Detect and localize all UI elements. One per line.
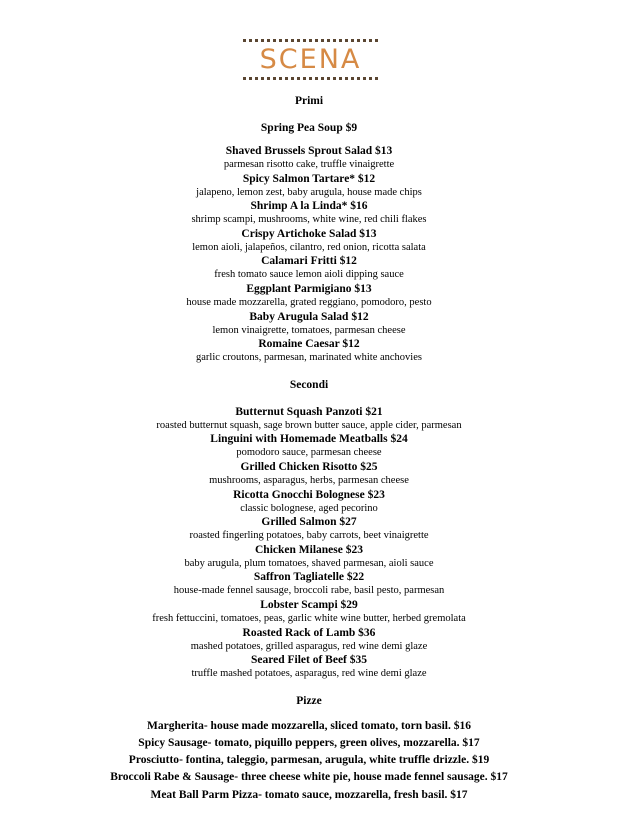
pizza-name: Meat Ball Parm Pizza [150,788,259,801]
menu-item-name: Shaved Brussels Sprout Salad $13 [225,145,393,157]
pizza-item [0,769,618,786]
menu-content [0,94,618,804]
menu-item-description: parmesan risotto cake, truffle vinaigrette [223,159,395,170]
pizza-name: Spicy Sausage [138,736,208,749]
pizza-name: Broccoli Rabe & Sausage [110,771,235,784]
pizze-items [0,718,618,804]
menu-item-description: fresh fettuccini, tomatoes, peas, garlic white wine butter, herbed gremolata [152,612,466,624]
section-title-primi: Primi [294,95,324,107]
section-title-secondi: Secondi [289,378,329,391]
menu-item-description: roasted butternut squash, sage brown butter sauce, apple cider, parmesan [156,419,462,431]
pizza-description: - tomato, piquillo peppers, green olives, mozzarella. $17 [207,736,480,749]
menu-item-name: Baby Arugula Salad $12 [249,310,369,323]
menu-item-description: jalapeno, lemon zest, baby arugula, house made chips [196,186,422,198]
pizza-item [0,735,618,752]
menu-item-name: Linguini with Homemade Meatballs $24 [210,433,408,446]
menu-item-name: Butternut Squash Panzoti $21 [235,405,383,418]
menu-item-description: roasted fingerling potatoes, baby carrots, beet vinaigrette [189,530,429,542]
menu-item-name: Seared Filet of Beef $35 [250,654,368,667]
menu-item-name: Lobster Scampi $29 [260,598,358,611]
restaurant-logo [243,37,378,81]
menu-item-description: lemon aioli, jalapeños, cilantro, red onion, ricotta salata [192,241,426,253]
menu-item-name: Shrimp A la Linda* $16 [250,200,368,213]
menu-item-name: Chicken Milanese $23 [255,543,363,556]
logo-text: SCENA [259,44,362,75]
pizza-description: - fontina, taleggio, parmesan, arugula, white truffle drizzle. $19 [179,754,490,767]
logo-dotted-rule-bottom [243,77,378,80]
menu-item-description: baby arugula, plum tomatoes, shaved parmesan, aioli sauce [184,557,434,569]
menu-item-name: Grilled Salmon $27 [261,516,357,529]
menu-item-description: mashed potatoes, grilled asparagus, red wine demi glaze [190,640,428,652]
pizza-name: Margherita [147,719,204,732]
section-title-pizze: Pizze [296,694,322,707]
menu-item-name: Spring Pea Soup $9 [260,122,358,134]
primi-items [0,121,618,365]
menu-item-description: fresh tomato sauce lemon aioli dipping sauce [214,269,404,281]
menu-item-name: Eggplant Parmigiano $13 [246,282,372,295]
menu-item-name: Grilled Chicken Risotto $25 [240,460,378,473]
pizza-item [0,787,618,804]
pizza-item [0,752,618,769]
menu-item-name: Spicy Salmon Tartare* $12 [242,172,376,185]
menu-item-name: Saffron Tagliatelle $22 [253,571,365,584]
menu-item-description: mushrooms, asparagus, herbs, parmesan cheese [209,474,409,486]
menu-item-description: classic bolognese, aged pecorino [240,502,378,514]
pizza-name: Prosciutto [128,754,180,767]
menu-item-name: Ricotta Gnocchi Bolognese $23 [233,488,385,501]
menu-item-name: Calamari Fritti $12 [261,255,357,268]
secondi-items [0,405,618,681]
menu-item-description: pomodoro sauce, parmesan cheese [236,447,382,459]
menu-item-description: house made mozzarella, grated reggiano, pomodoro, pesto [186,296,432,308]
pizza-description: - house made mozzarella, sliced tomato, torn basil. $16 [203,719,471,732]
menu-item-description: garlic croutons, parmesan, marinated white anchovies [196,352,422,364]
menu-item-description: shrimp scampi, mushrooms, white wine, red chili flakes [191,214,427,226]
pizza-description: - three cheese white pie, house made fennel sausage. $17 [234,771,508,784]
menu-item-name: Romaine Caesar $12 [258,338,360,351]
menu-item-description: truffle mashed potatoes, asparagus, red wine demi glaze [191,668,427,680]
menu-item-description: lemon vinaigrette, tomatoes, parmesan cheese [212,324,406,336]
menu-item-description: house-made fennel sausage, broccoli rabe, basil pesto, parmesan [173,585,445,597]
menu-item-name: Roasted Rack of Lamb $36 [242,626,376,639]
pizza-description: - tomato sauce, mozzarella, fresh basil. $17 [258,788,468,801]
logo-dotted-rule-top [243,39,378,42]
menu-item-name: Crispy Artichoke Salad $13 [241,227,377,240]
pizza-item [0,718,618,735]
